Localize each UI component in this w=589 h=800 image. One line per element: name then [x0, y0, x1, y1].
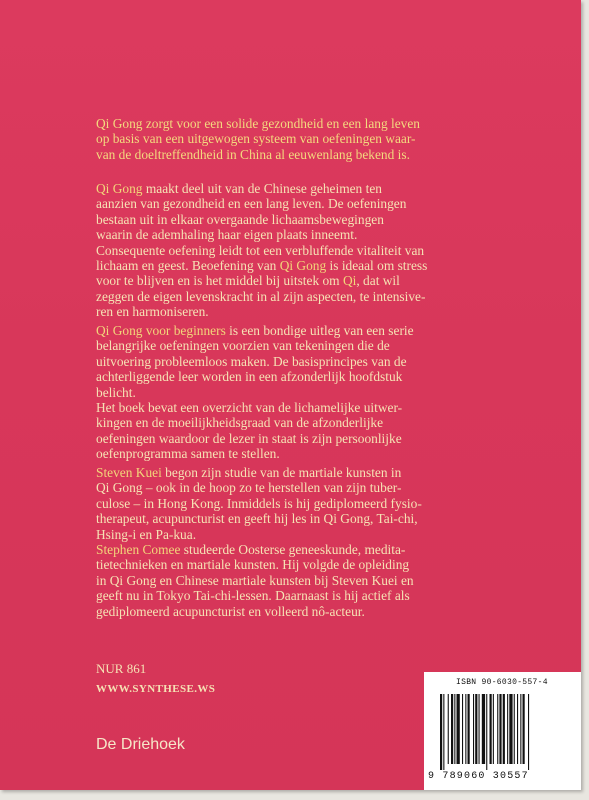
- text-line: [96, 431, 496, 446]
- barcode-bar: [514, 694, 515, 764]
- text-segment: zeggen de eigen levenskracht in al zijn aspecten, te intensive-: [96, 288, 426, 304]
- barcode-bar: [468, 694, 470, 764]
- text-segment: Het boek bevat een overzicht van de lichamelijke uitwer-: [96, 399, 403, 415]
- nur-code: NUR 861: [96, 661, 147, 676]
- text-segment: belicht.: [96, 384, 136, 400]
- text-segment: is ideaal om stress: [326, 257, 428, 273]
- text-line: [96, 227, 496, 242]
- barcode-bar: [523, 694, 525, 764]
- text-segment: , dat wil: [356, 273, 400, 289]
- highlighted-term: van de doeltreffendheid in China al eeuwenlang bekend is.: [96, 146, 410, 162]
- text-line: [96, 480, 496, 495]
- text-segment: lichaam en geest. Beoefening van: [96, 257, 280, 273]
- text-line: [96, 323, 496, 338]
- text-segment: aanzien van gezondheid en een lang leven. De oefeningen: [96, 196, 407, 212]
- text-segment: achterliggende leer worden in een afzonderlijk hoofdstuk: [96, 369, 403, 385]
- barcode-bar: [465, 694, 466, 764]
- text-line: [96, 131, 496, 146]
- text-line: [96, 273, 496, 288]
- text-segment: Hsing-i en Pa-kua.: [96, 526, 197, 542]
- text-segment: ren en harmoniseren.: [96, 304, 209, 320]
- text-line: [96, 338, 496, 353]
- blurb-paragraph: [96, 465, 496, 619]
- text-segment: begon zijn studie van de martiale kunsten in: [161, 465, 402, 480]
- barcode-bar: [517, 694, 518, 764]
- barcode-bar: [443, 694, 444, 770]
- barcode-bar: [520, 694, 521, 764]
- text-line: [96, 289, 496, 304]
- highlighted-term: op basis van een uitgewogen systeem van oefeningen waar-: [96, 131, 416, 147]
- text-line: [96, 446, 496, 461]
- text-segment: waarin de ademhaling haar eigen plaats inneemt.: [96, 227, 358, 243]
- blurb-paragraph: [96, 181, 496, 320]
- barcode-bar: [479, 694, 480, 764]
- ean-digits: 9 789060 30557: [428, 771, 529, 782]
- blurb-paragraph: [96, 323, 496, 462]
- text-line: [96, 147, 496, 162]
- highlighted-term: Qi: [342, 273, 357, 289]
- text-segment: oefeningen waardoor de lezer in staat is zijn persoonlijke: [96, 430, 402, 446]
- text-line: [96, 258, 496, 273]
- text-line: [96, 304, 496, 319]
- text-line: [96, 527, 496, 542]
- text-segment: therapeut, acupuncturist en geeft hij les in Qi Gong, Tai-chi,: [96, 511, 418, 527]
- highlighted-term: Qi Gong voor beginners: [96, 323, 226, 338]
- barcode-bar: [462, 694, 463, 764]
- text-segment: maakt deel uit van de Chinese geheimen ten: [142, 181, 382, 196]
- barcode-bar: [440, 694, 442, 770]
- publisher-name: De Driehoek: [96, 736, 185, 753]
- text-line: [96, 385, 496, 400]
- barcode-bar: [490, 694, 492, 764]
- blurb-paragraph: [96, 116, 496, 162]
- text-segment: kingen en de moeilijkheidsgraad van de afzonderlijke: [96, 415, 384, 431]
- barcode-bar: [454, 694, 455, 764]
- text-segment: belangrijke oefeningen voorzien van tekeningen die de: [96, 338, 390, 354]
- text-segment: bestaan uit in elkaar overgaande lichaamsbewegingen: [96, 211, 384, 227]
- text-line: [96, 542, 496, 557]
- text-line: [96, 243, 496, 258]
- text-segment: Consequente oefening leidt tot een verbluffende vitaliteit van: [96, 242, 425, 258]
- isbn-number: ISBN 90-6030-557-4: [456, 678, 548, 687]
- text-line: [96, 511, 496, 526]
- text-segment: geeft nu in Tokyo Tai-chi-lessen. Daarnaast is hij actief als: [96, 588, 410, 604]
- text-segment: uitvoering probleemloos maken. De basisprincipes van de: [96, 353, 407, 369]
- text-line: [96, 557, 496, 572]
- highlighted-term: Qi Gong: [279, 257, 327, 273]
- publisher-website: WWW.SYNTHESE.WS: [96, 683, 216, 695]
- text-segment: Qi Gong – ook in de hoop zo te herstellen van zijn tuber-: [96, 480, 402, 496]
- text-segment: gediplomeerd acupuncturist en volleerd nô-acteur.: [96, 603, 365, 619]
- text-line: [96, 496, 496, 511]
- highlighted-term: Stephen Comee: [96, 541, 181, 557]
- barcode-bar: [503, 694, 505, 764]
- barcode-bar: [509, 694, 512, 764]
- text-segment: is een bondige uitleg van een serie: [225, 323, 414, 338]
- text-segment: oefenprogramma samen te stellen.: [96, 446, 280, 462]
- barcode-bar: [507, 694, 508, 764]
- highlighted-term: Qi Gong zorgt voor een solide gezondheid en een lang leven: [96, 116, 421, 131]
- text-line: [96, 465, 496, 480]
- text-line: [96, 181, 496, 196]
- text-segment: culose – in Hong Kong. Inmiddels is hij gediplomeerd fysio-: [96, 495, 422, 511]
- barcode-bar: [486, 694, 487, 770]
- barcode-bar: [499, 694, 501, 764]
- barcode-bar: [451, 694, 453, 764]
- text-line: [96, 196, 496, 211]
- text-line: [96, 415, 496, 430]
- text-line: [96, 354, 496, 369]
- text-segment: tietechnieken en martiale kunsten. Hij volgde de opleiding: [96, 557, 410, 573]
- text-line: [96, 604, 496, 619]
- barcode-bar: [473, 694, 474, 764]
- barcode-bar: [528, 694, 529, 770]
- barcode-bar: [493, 694, 494, 764]
- barcode-icon: [438, 694, 578, 770]
- text-segment: studeerde Oosterse geneeskunde, medita-: [180, 541, 406, 557]
- text-segment: in Qi Gong en Chinese martiale kunsten bij Steven Kuei en: [96, 572, 414, 588]
- barcode-bar: [482, 694, 485, 764]
- text-line: [96, 573, 496, 588]
- barcode-bar: [448, 694, 449, 764]
- barcode-bar: [475, 694, 477, 764]
- text-line: [96, 212, 496, 227]
- text-segment: voor te blijven en is het middel bij uitstek om: [96, 273, 343, 289]
- text-line: [96, 400, 496, 415]
- barcode-bar: [457, 694, 460, 764]
- highlighted-term: Qi Gong: [96, 181, 143, 196]
- highlighted-term: Steven Kuei: [96, 465, 162, 480]
- text-line: [96, 116, 496, 131]
- text-line: [96, 588, 496, 603]
- text-line: [96, 369, 496, 384]
- barcode-bar: [497, 694, 498, 764]
